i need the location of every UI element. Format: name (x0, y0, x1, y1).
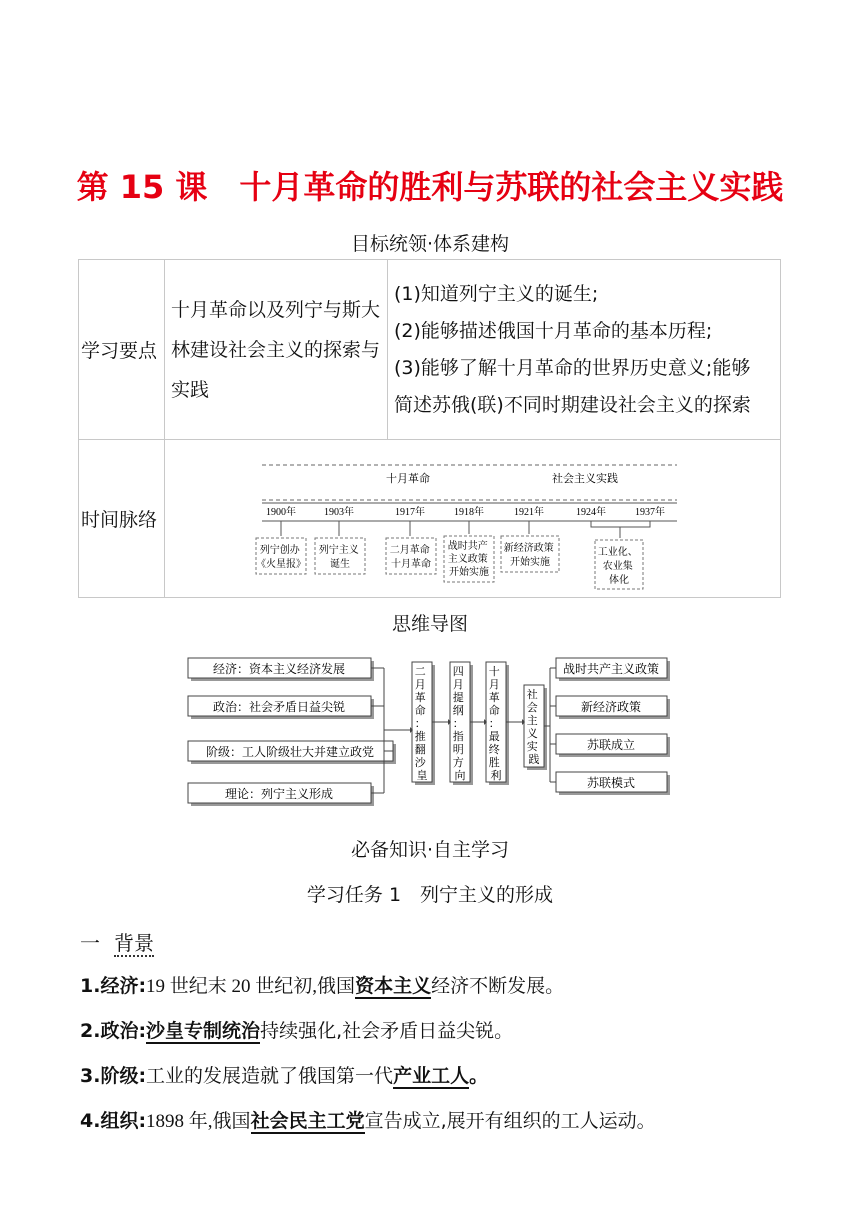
mind-map (180, 650, 680, 810)
row-head-timeline: 时间脉络 (79, 440, 165, 598)
band-label-revolution: 十月革命 (386, 472, 430, 485)
key-points-topic: 十月革命以及列宁与斯大林建设社会主义的探索与实践 (165, 260, 388, 440)
goal-table (78, 259, 781, 598)
key-points-requirements (388, 260, 781, 440)
mindmap-ussr-founded: 苏联成立 (586, 738, 636, 752)
year-1924: 1924年 (576, 506, 606, 518)
heading-number: 一 (80, 931, 100, 955)
item-text: 19 世纪末 20 世纪初,俄国 (146, 976, 356, 997)
heading-background (80, 927, 154, 956)
table-row-timeline (79, 440, 781, 598)
event-1917: 二月革命 十月革命 (389, 544, 431, 570)
item-label: 3.阶级: (80, 1065, 147, 1087)
item-economy (80, 971, 564, 998)
year-1921: 1921年 (514, 506, 544, 518)
item-text: 宣告成立,展开有组织的工人运动。 (364, 1110, 656, 1132)
mindmap-politics: 政治：社会矛盾日益尖锐 (212, 700, 346, 714)
timeline-diagram (165, 441, 780, 597)
event-1924-1937: 工业化、 农业集 体化 (597, 546, 638, 586)
item-text: 工业的发展造就了俄国第一代 (146, 1065, 394, 1087)
item-label: 1.经济: (80, 975, 147, 997)
mindmap-april-theses: 四 月 提 纲 ： 指 明 方 向 (452, 665, 466, 782)
item-keyword: 沙皇专制统治 (146, 1020, 261, 1042)
year-1918: 1918年 (454, 506, 484, 518)
item-keyword: 社会民主工党 (250, 1110, 365, 1132)
item-label: 2.政治: (80, 1020, 147, 1042)
requirement-line: 简述苏俄(联)不同时期建设社会主义的探索 (394, 393, 751, 416)
task-heading: 学习任务 1 列宁主义的形成 (306, 884, 554, 906)
timeline-cell (165, 440, 781, 598)
section-heading-knowledge: 必备知识·自主学习 (350, 839, 510, 861)
heading-label: 背景 (114, 931, 154, 955)
mindmap-economy: 经济：资本主义经济发展 (212, 662, 346, 676)
mindmap-soviet-model: 苏联模式 (586, 776, 636, 790)
item-keyword: 资本主义 (355, 975, 432, 997)
event-1921: 新经济政策 开始实施 (503, 542, 554, 568)
event-1900: 列宁创办 《火星报》 (256, 544, 306, 570)
item-text: 1898 年,俄国 (146, 1111, 251, 1132)
event-1903: 列宁主义 诞生 (318, 544, 359, 570)
item-organization (80, 1106, 656, 1133)
event-1918: 战时共产 主义政策 开始实施 (447, 540, 489, 578)
row-head-key-points: 学习要点 (79, 260, 165, 440)
item-text: 持续强化,社会矛盾日益尖锐。 (260, 1020, 514, 1042)
table-row-key-points (79, 260, 781, 440)
year-1917: 1917年 (395, 506, 425, 518)
band-label-practice: 社会主义实践 (552, 472, 618, 485)
mindmap-theory: 理论：列宁主义形成 (224, 787, 334, 801)
mindmap-october-revolution: 十 月 革 命 ： 最 终 胜 利 (488, 665, 502, 782)
year-1903: 1903年 (324, 506, 354, 518)
mindmap-nep: 新经济政策 (580, 700, 642, 714)
mindmap-class: 阶级：工人阶级壮大并建立政党 (205, 745, 375, 759)
requirement-line: (3)能够了解十月革命的世界历史意义;能够 (394, 356, 751, 379)
page-title: 第 15 课 十月革命的胜利与苏联的社会主义实践 (76, 168, 784, 206)
mindmap-war-communism: 战时共产主义政策 (562, 662, 660, 676)
requirement-line: (1)知道列宁主义的诞生; (394, 282, 599, 305)
item-class (80, 1061, 488, 1088)
item-politics (80, 1016, 513, 1043)
requirement-line: (2)能够描述俄国十月革命的基本历程; (394, 319, 713, 342)
section-heading-mindmap: 思维导图 (391, 613, 468, 635)
section-heading-goals: 目标统领·体系建构 (350, 233, 510, 255)
item-label: 4.组织: (80, 1110, 147, 1132)
item-keyword: 产业工人 (393, 1065, 470, 1087)
year-1900: 1900年 (266, 506, 296, 518)
item-text: 经济不断发展。 (431, 975, 565, 997)
year-1937: 1937年 (635, 506, 665, 518)
mindmap-february-revolution: 二 月 革 命 ： 推 翻 沙 皇 (414, 665, 428, 782)
mindmap-socialist-practice: 社 会 主 义 实 践 (526, 688, 540, 766)
item-text: 。 (469, 1065, 489, 1087)
timeline-connectors (281, 521, 650, 538)
